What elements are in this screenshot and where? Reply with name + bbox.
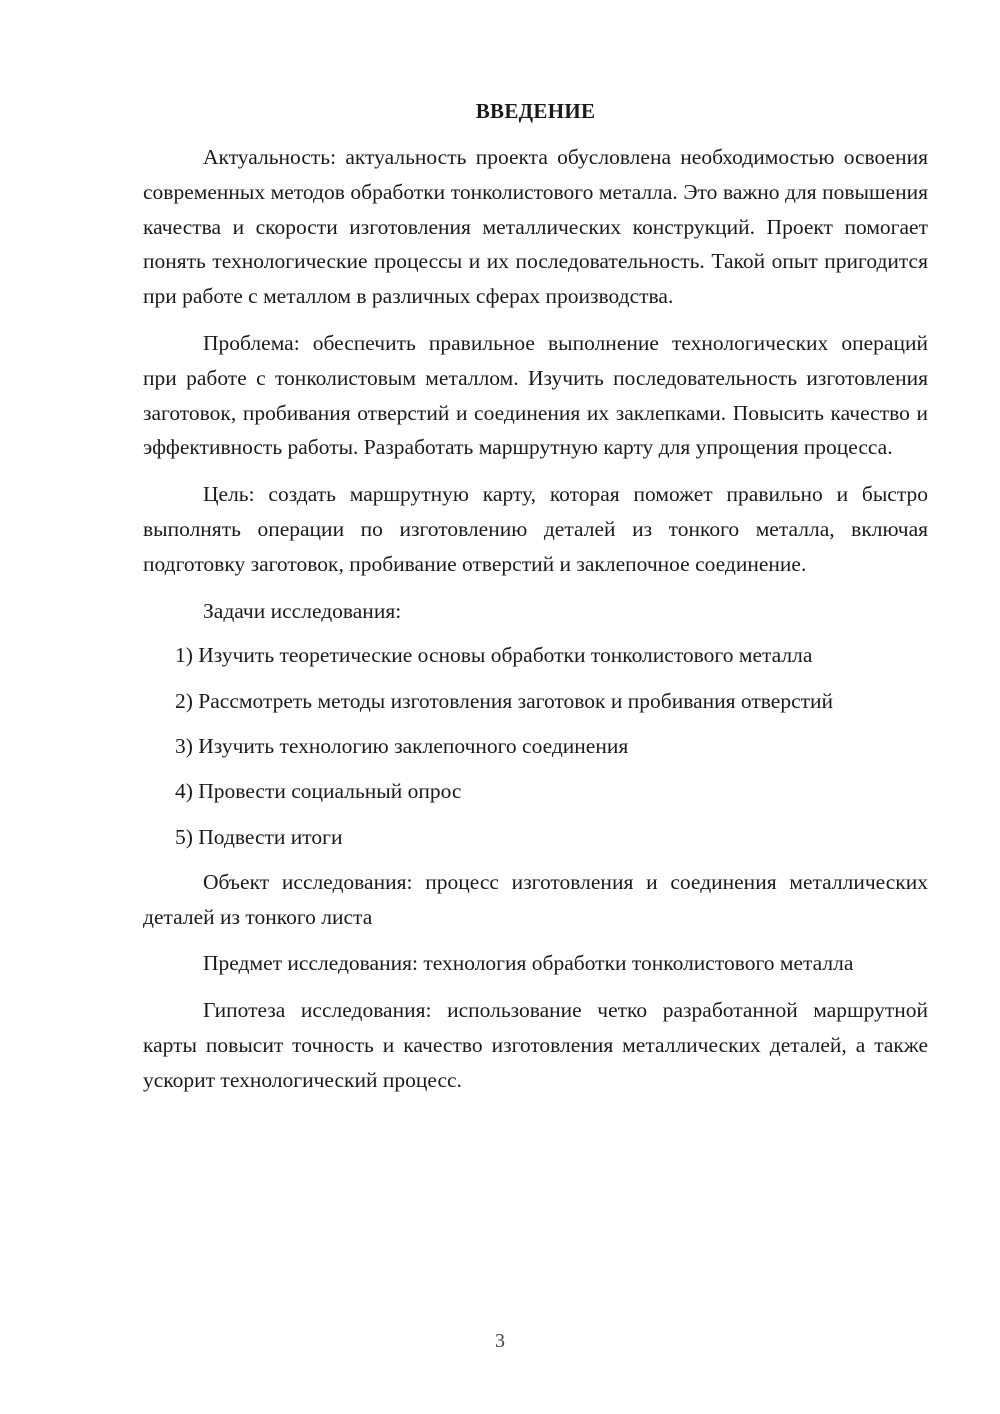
page-number: 3: [495, 1330, 505, 1352]
tasks-heading: Задачи исследования:: [203, 598, 402, 623]
section-title: ВВЕДЕНИЕ: [475, 99, 596, 123]
hypothesis-paragraph: Гипотеза исследования: использование четко разработанной маршрутной карты повысит точность и качество изготовления металлических деталей, а также ускорит технологический процесс.: [143, 998, 928, 1092]
task-item: 1) Изучить теоретические основы обработки тонколистового металла: [175, 643, 813, 668]
task-item: 3) Изучить технологию заклепочного соединения: [175, 733, 629, 758]
task-item: 2) Рассмотреть методы изготовления заготовок и пробивания отверстий: [175, 688, 834, 713]
problem-paragraph: Проблема: обеспечить правильное выполнение технологических операций при работе с тонколистовым металлом. Изучить последовательность изготовления заготовок, пробивания отверстий и соединения их заклепками. Повысить качество и эффективность работы. Разработать маршрутную карту для упрощения процесса.: [143, 330, 928, 460]
goal-paragraph: Цель: создать маршрутную карту, которая поможет правильно и быстро выполнять операции по изготовлению деталей из тонкого металла, включая подготовку заготовок, пробивание отверстий и заклепочное соединение.: [143, 482, 928, 576]
subject-paragraph: Предмет исследования: технология обработки тонколистового металла: [203, 951, 854, 976]
task-item: 4) Провести социальный опрос: [175, 779, 462, 804]
task-item: 5) Подвести итоги: [175, 824, 343, 849]
document-page: [143, 94, 928, 1110]
tasks-list: [143, 638, 928, 854]
object-paragraph: Объект исследования: процесс изготовления и соединения металлических деталей из тонкого листа: [143, 869, 928, 929]
relevance-paragraph: Актуальность: актуальность проекта обусловлена необходимостью освоения современных методов обработки тонколистового металла. Это важно для повышения качества и скорости изготовления металлических конструкций. Проект помогает понять технологические процессы и их последовательность. Такой опыт пригодится при работе с металлом в различных сферах производства.: [143, 145, 928, 309]
